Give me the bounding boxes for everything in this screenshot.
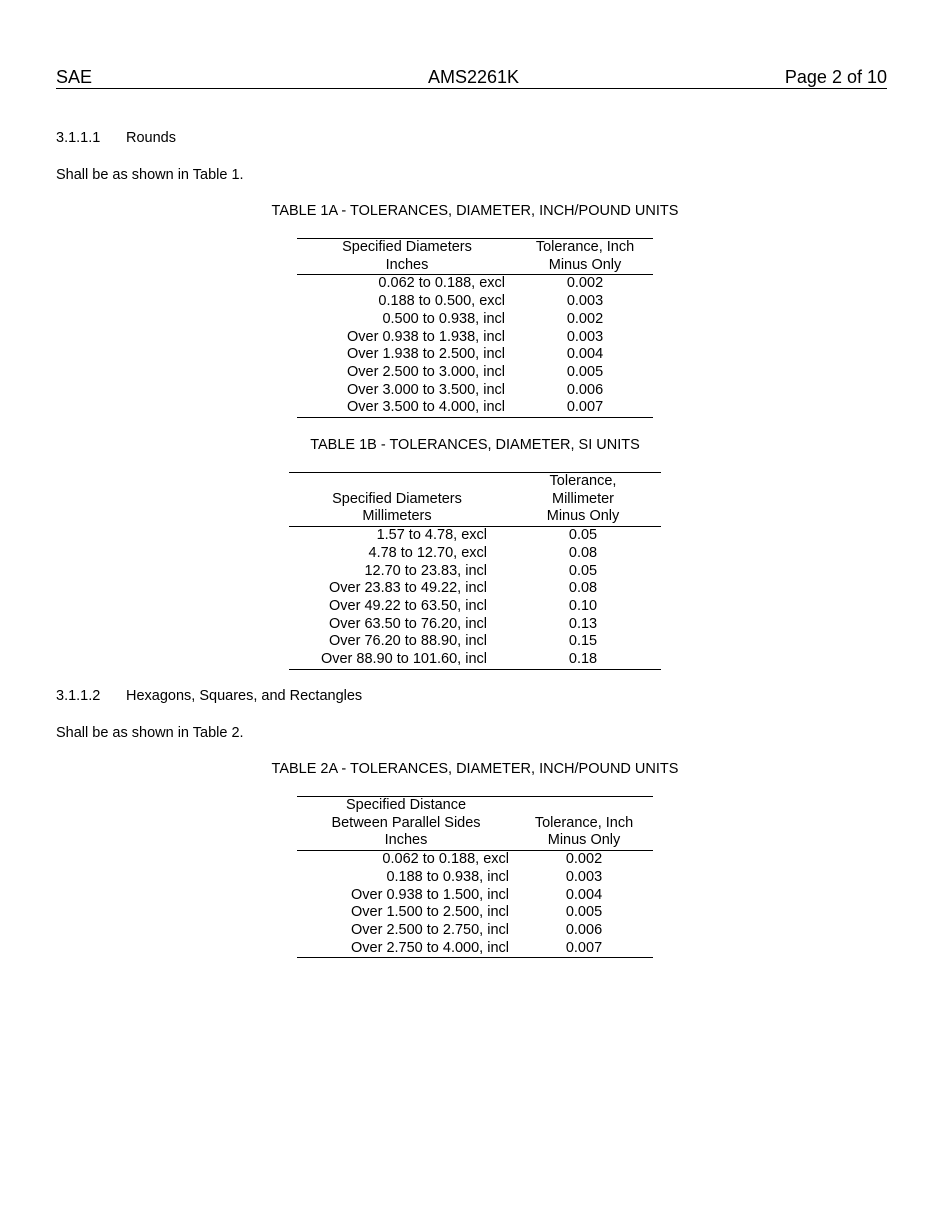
tolerance-cell: 0.08	[568, 580, 598, 597]
header-org: SAE	[56, 67, 93, 87]
table-1a-col2-header: Minus Only	[517, 257, 653, 275]
tolerance-cell: 0.003	[565, 868, 603, 885]
range-cell: Over 23.83 to 49.22, incl	[329, 580, 487, 597]
table-row	[289, 616, 661, 634]
section-number: 3.1.1.2	[56, 688, 101, 704]
tolerance-cell: 0.15	[568, 633, 598, 650]
table-row	[289, 651, 661, 669]
table-row	[297, 293, 653, 311]
table-row	[289, 545, 661, 563]
table-row	[297, 311, 653, 329]
table-2a	[297, 796, 653, 958]
range-cell: 0.500 to 0.938, incl	[382, 310, 505, 327]
range-cell: Over 1.938 to 2.500, incl	[347, 346, 505, 363]
range-cell: Over 2.750 to 4.000, incl	[297, 940, 515, 958]
table-2a-col1-header: Between Parallel Sides	[331, 814, 481, 831]
range-cell: Over 63.50 to 76.20, incl	[329, 615, 487, 632]
range-cell: Over 0.938 to 1.500, incl	[351, 886, 509, 903]
table-2a-col2-header	[515, 797, 653, 815]
table-1b-col2-header: Minus Only	[505, 508, 661, 526]
table-row	[297, 904, 653, 922]
table-row	[297, 364, 653, 382]
range-cell: Over 3.000 to 3.500, incl	[347, 381, 505, 398]
table-row	[297, 851, 653, 869]
table-1b-col1-header	[289, 473, 505, 491]
range-cell: 0.062 to 0.188, excl	[378, 275, 505, 292]
table-1a-col1-header: Inches	[297, 257, 517, 275]
range-cell: Over 49.22 to 63.50, incl	[329, 597, 487, 614]
tolerance-cell: 0.05	[568, 527, 598, 544]
table-1a-col1-header: Specified Diameters	[297, 239, 517, 257]
tolerance-cell: 0.05	[568, 562, 598, 579]
range-cell: 0.188 to 0.938, incl	[386, 868, 509, 885]
tolerance-cell: 0.005	[565, 904, 603, 921]
tolerance-cell: 0.10	[568, 597, 598, 614]
tolerance-cell: 0.007	[515, 940, 653, 958]
table-row	[297, 346, 653, 364]
table-2a-col1-header: Specified Distance	[297, 797, 515, 815]
tolerance-cell: 0.002	[566, 310, 604, 327]
section-number: 3.1.1.1	[56, 130, 101, 146]
tolerance-cell: 0.007	[517, 399, 653, 417]
table-1a-col2-header: Tolerance, Inch	[517, 239, 653, 257]
table-2a-caption: TABLE 2A - TOLERANCES, DIAMETER, INCH/POUND UNITS	[271, 761, 679, 777]
tolerance-cell: 0.003	[566, 328, 604, 345]
section-heading-rounds	[56, 129, 176, 147]
table-2a-col2-header: Minus Only	[515, 832, 653, 850]
tolerance-cell: 0.004	[566, 346, 604, 363]
range-cell: Over 76.20 to 88.90, incl	[329, 633, 487, 650]
table-1b	[289, 472, 661, 670]
table-row	[297, 887, 653, 905]
table-row	[289, 598, 661, 616]
section-text-hexagons: Shall be as shown in Table 2.	[56, 725, 244, 741]
range-cell: Over 3.500 to 4.000, incl	[297, 399, 517, 417]
range-cell: 4.78 to 12.70, excl	[368, 544, 487, 561]
table-1b-col1-header: Millimeters	[289, 508, 505, 526]
table-row	[289, 633, 661, 651]
range-cell: Over 88.90 to 101.60, incl	[289, 651, 505, 669]
tolerance-cell: 0.002	[566, 275, 604, 292]
range-cell: 0.188 to 0.500, excl	[378, 293, 505, 310]
tolerance-cell: 0.006	[565, 921, 603, 938]
table-row	[297, 382, 653, 400]
table-1b-caption: TABLE 1B - TOLERANCES, DIAMETER, SI UNITS	[310, 437, 640, 453]
section-title: Hexagons, Squares, and Rectangles	[126, 688, 363, 704]
table-row	[297, 399, 653, 417]
tolerance-cell: 0.006	[566, 381, 604, 398]
tolerance-cell: 0.18	[505, 651, 661, 669]
table-1a-caption: TABLE 1A - TOLERANCES, DIAMETER, INCH/POUND UNITS	[271, 203, 679, 219]
table-row	[297, 275, 653, 293]
table-row	[297, 329, 653, 347]
page-header	[56, 66, 887, 89]
header-doc-number: AMS2261K	[428, 67, 520, 87]
tolerance-cell: 0.13	[568, 615, 598, 632]
table-1b-col2-header: Millimeter	[551, 490, 615, 507]
table-row	[289, 563, 661, 581]
table-row	[289, 580, 661, 598]
table-row	[289, 527, 661, 545]
tolerance-cell: 0.002	[565, 851, 603, 868]
table-row	[297, 922, 653, 940]
tolerance-cell: 0.005	[566, 363, 604, 380]
section-heading-hexagons	[56, 687, 362, 705]
tolerance-cell: 0.08	[568, 544, 598, 561]
range-cell: Over 2.500 to 2.750, incl	[351, 921, 509, 938]
section-text-rounds: Shall be as shown in Table 1.	[56, 167, 244, 183]
table-1a	[297, 238, 653, 418]
range-cell: 1.57 to 4.78, excl	[376, 527, 487, 544]
range-cell: Over 2.500 to 3.000, incl	[347, 363, 505, 380]
table-2a-col2-header: Tolerance, Inch	[534, 814, 634, 831]
tolerance-cell: 0.004	[565, 886, 603, 903]
table-2a-col1-header: Inches	[297, 832, 515, 850]
header-page-number: Page 2 of 10	[784, 67, 887, 87]
range-cell: 0.062 to 0.188, excl	[382, 851, 509, 868]
table-row	[297, 940, 653, 958]
table-1b-col2-header: Tolerance,	[505, 473, 661, 491]
section-title: Rounds	[126, 130, 176, 146]
tolerance-cell: 0.003	[566, 293, 604, 310]
range-cell: Over 0.938 to 1.938, incl	[347, 328, 505, 345]
range-cell: 12.70 to 23.83, incl	[364, 562, 487, 579]
range-cell: Over 1.500 to 2.500, incl	[351, 904, 509, 921]
table-row	[297, 869, 653, 887]
table-1b-col1-header: Specified Diameters	[332, 490, 462, 507]
